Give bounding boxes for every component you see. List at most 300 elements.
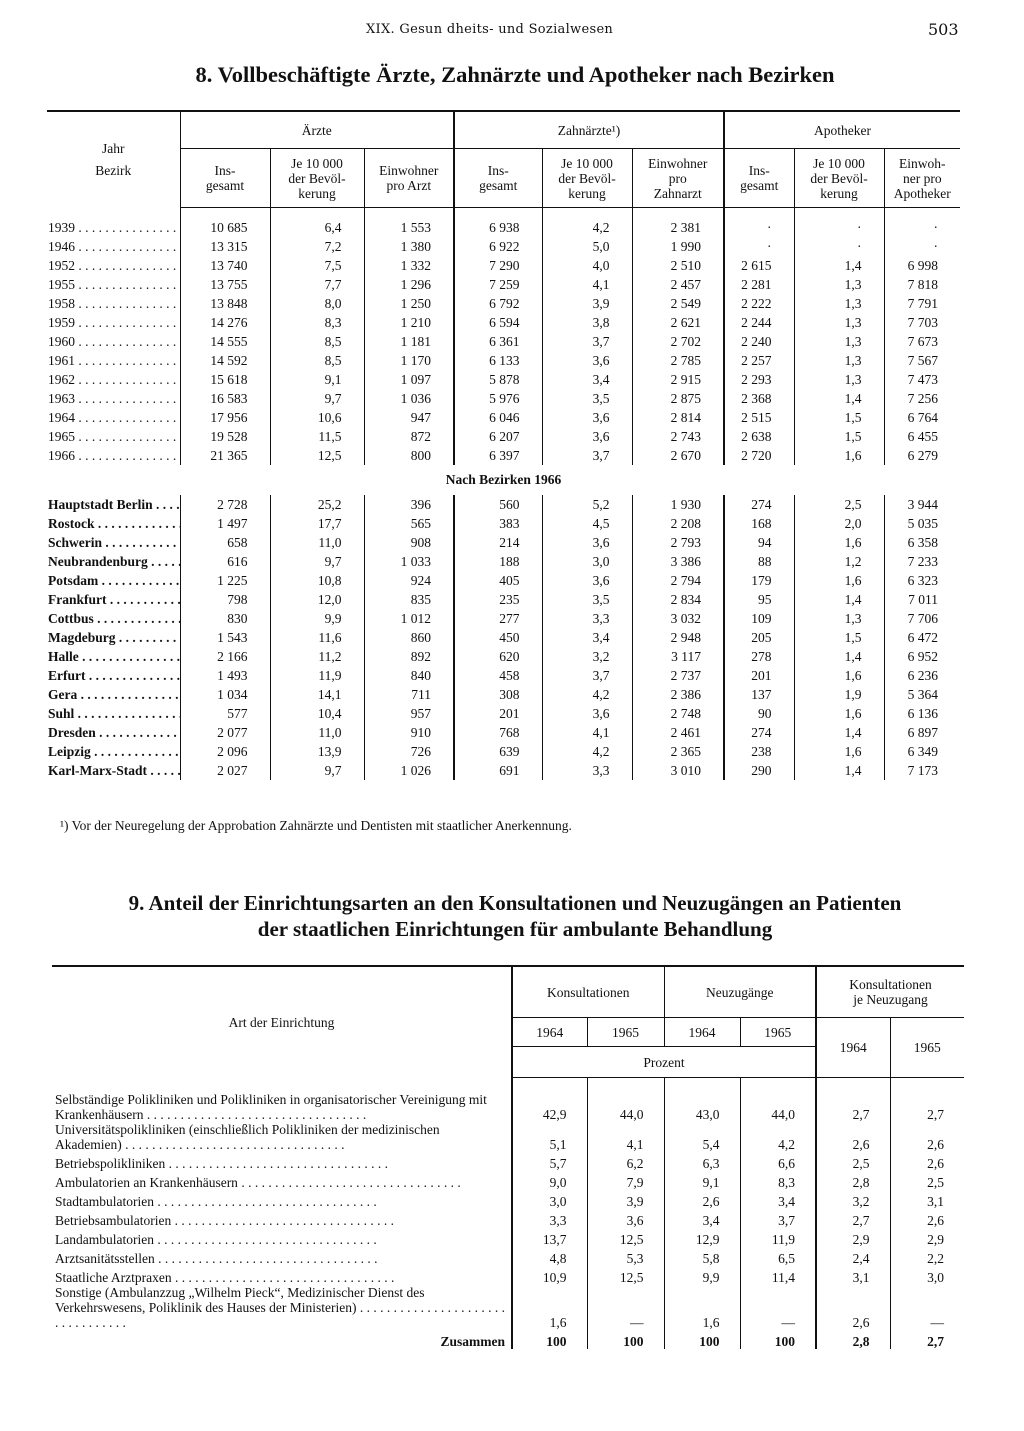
cell-value: 11,0	[270, 723, 364, 742]
district-row	[47, 590, 960, 609]
row-label	[47, 590, 180, 609]
cell-value: 910	[364, 723, 454, 742]
row-label	[47, 218, 180, 237]
cell-value: 6 136	[884, 704, 960, 723]
row-label	[52, 1266, 512, 1285]
cell-value: 44,0	[587, 1078, 664, 1122]
cell-value: 11,2	[270, 647, 364, 666]
cell-value: 9,7	[270, 552, 364, 571]
year-row	[47, 408, 960, 427]
cell-value: 957	[364, 704, 454, 723]
cell-value: 620	[454, 647, 542, 666]
row-label-text: Potsdam . . .	[48, 573, 180, 588]
cell-value: 9,1	[664, 1171, 740, 1190]
cell-value: 7 818	[884, 275, 960, 294]
cell-value: 6,5	[740, 1247, 816, 1266]
section-heading: Nach Bezirken 1966	[445, 472, 562, 487]
district-row	[47, 628, 960, 647]
cell-value: 2 834	[632, 590, 724, 609]
page-number: 503	[928, 20, 959, 39]
cell-value: 100	[587, 1330, 664, 1349]
cell-value: 3,3	[542, 761, 632, 780]
cell-value: 1,6	[794, 666, 884, 685]
cell-value: 3,0	[890, 1266, 964, 1285]
row-label-text: Ambulatorien an Krankenhäusern . . .	[55, 1175, 461, 1190]
row-label-text: Dresden . . .	[48, 725, 180, 740]
cell-value: 2 670	[632, 446, 724, 465]
cell-value: 840	[364, 666, 454, 685]
row-label-text: Leipzig . . .	[48, 744, 180, 759]
year-row	[47, 218, 960, 237]
row-label-text: Universitätspolikliniken (einschließlich Polikliniken der medizinischen Akademien) . . .	[55, 1122, 440, 1152]
stub-header-line2: Bezirk	[95, 162, 132, 178]
total-row	[52, 1330, 964, 1349]
cell-value: 6 938	[454, 218, 542, 237]
row-label-text: Betriebsambulatorien . . .	[55, 1213, 394, 1228]
cell-value: 383	[454, 514, 542, 533]
cell-value: 274	[724, 495, 794, 514]
cell-value: 14 555	[180, 332, 270, 351]
cell-value: 2,6	[664, 1190, 740, 1209]
cell-value: 2,9	[890, 1228, 964, 1247]
district-row	[47, 704, 960, 723]
row-label	[47, 370, 180, 389]
cell-value: 2 794	[632, 571, 724, 590]
row-label-text: Frankfurt . . .	[48, 592, 180, 607]
cell-value: 3,7	[740, 1209, 816, 1228]
row-label	[47, 533, 180, 552]
cell-value: 3,2	[542, 647, 632, 666]
year-row	[47, 332, 960, 351]
cell-value: 1 296	[364, 275, 454, 294]
district-row	[47, 533, 960, 552]
row-label	[47, 351, 180, 370]
facility-row	[52, 1247, 964, 1266]
cell-value: 11,0	[270, 533, 364, 552]
cell-value: 6 133	[454, 351, 542, 370]
cell-value: 1,6	[512, 1285, 587, 1330]
cell-value: 7 011	[884, 590, 960, 609]
cell-value: 2,5	[816, 1152, 890, 1171]
cell-value: 4,0	[542, 256, 632, 275]
cell-value: 1 493	[180, 666, 270, 685]
cell-value: 1 210	[364, 313, 454, 332]
cell-value: 2 702	[632, 332, 724, 351]
cell-value: 3,0	[542, 552, 632, 571]
year-row	[47, 427, 960, 446]
cell-value: 1,3	[794, 294, 884, 313]
cell-value: 658	[180, 533, 270, 552]
cell-value: 9,9	[664, 1266, 740, 1285]
cell-value: 2 915	[632, 370, 724, 389]
cell-value: 3,2	[816, 1190, 890, 1209]
cell-value: 2,7	[816, 1078, 890, 1122]
cell-value: 5,7	[512, 1152, 587, 1171]
col-header: Einwohner pro Arzt	[364, 149, 454, 208]
cell-value: 2 293	[724, 370, 794, 389]
cell-value: 188	[454, 552, 542, 571]
cell-value: 2,7	[816, 1209, 890, 1228]
cell-value: 3,5	[542, 590, 632, 609]
cell-value: —	[587, 1285, 664, 1330]
cell-value: 3,1	[890, 1190, 964, 1209]
cell-value: 235	[454, 590, 542, 609]
cell-value: 2,6	[816, 1285, 890, 1330]
cell-value: 6 323	[884, 571, 960, 590]
cell-value: 12,5	[587, 1266, 664, 1285]
year-row	[47, 351, 960, 370]
cell-value: 1 012	[364, 609, 454, 628]
cell-value: 908	[364, 533, 454, 552]
row-label-text: Neubrandenburg . . .	[48, 554, 180, 569]
cell-value: 2 244	[724, 313, 794, 332]
cell-value: 9,1	[270, 370, 364, 389]
row-label	[47, 571, 180, 590]
row-label-text: 1965 . . .	[48, 429, 180, 444]
cell-value: 5,1	[512, 1122, 587, 1152]
cell-value: 7 673	[884, 332, 960, 351]
cell-value: 1,4	[794, 723, 884, 742]
row-label	[47, 313, 180, 332]
row-label-text: 1939 . . .	[48, 220, 180, 235]
row-label-text: Magdeburg . . .	[48, 630, 180, 645]
cell-value: 308	[454, 685, 542, 704]
group-header-konsultationen: Konsultationen	[512, 966, 664, 1018]
row-label-text: 1966 . . .	[48, 448, 180, 463]
cell-value: 6 361	[454, 332, 542, 351]
cell-value: 6,4	[270, 218, 364, 237]
cell-value: 3 386	[632, 552, 724, 571]
cell-value: 2 737	[632, 666, 724, 685]
cell-value: 12,5	[587, 1228, 664, 1247]
facility-row	[52, 1078, 964, 1122]
table8-footnote: ¹) Vor der Neuregelung der Approbation Zahnärzte und Dentisten mit staatlicher Anerkennung.	[60, 818, 572, 833]
cell-value: 3,6	[542, 427, 632, 446]
cell-value: 1 250	[364, 294, 454, 313]
cell-value: 1,5	[794, 408, 884, 427]
cell-value: 7 173	[884, 761, 960, 780]
cell-value: 3,0	[512, 1190, 587, 1209]
cell-value: 3,4	[664, 1209, 740, 1228]
year-header: 1964	[816, 1018, 890, 1078]
row-label	[52, 1078, 512, 1122]
cell-value: 396	[364, 495, 454, 514]
cell-value: 798	[180, 590, 270, 609]
cell-value: 1,3	[794, 313, 884, 332]
cell-value: 560	[454, 495, 542, 514]
table9-title-line1: 9. Anteil der Einrichtungsarten an den Konsultationen und Neuzugängen an Patienten	[128, 891, 902, 915]
cell-value: 16 583	[180, 389, 270, 408]
group-header-aerzte: Ärzte	[180, 111, 454, 149]
cell-value: 2,9	[816, 1228, 890, 1247]
cell-value: 5,2	[542, 495, 632, 514]
cell-value: 3,4	[740, 1190, 816, 1209]
cell-value: ·	[884, 218, 960, 237]
facility-row	[52, 1152, 964, 1171]
row-label-text: Selbständige Polikliniken und Polikliniken in organisatorischer Vereinigung mit Krankenhäusern . . .	[55, 1092, 487, 1122]
cell-value: 3,8	[542, 313, 632, 332]
cell-value: 94	[724, 533, 794, 552]
cell-value: 2,5	[890, 1171, 964, 1190]
cell-value: 2 365	[632, 742, 724, 761]
cell-value: ·	[794, 218, 884, 237]
cell-value: 6 764	[884, 408, 960, 427]
cell-value: 9,7	[270, 389, 364, 408]
cell-value: 3,5	[542, 389, 632, 408]
row-label	[47, 666, 180, 685]
district-row	[47, 685, 960, 704]
cell-value: 2,7	[890, 1078, 964, 1122]
col-header: Ins- gesamt	[724, 149, 794, 208]
cell-value: 800	[364, 446, 454, 465]
year-row	[47, 446, 960, 465]
district-row	[47, 495, 960, 514]
cell-value: 450	[454, 628, 542, 647]
unit-header: Prozent	[512, 1047, 816, 1078]
cell-value: 3,1	[816, 1266, 890, 1285]
row-label	[52, 1247, 512, 1266]
col-header: Je 10 000 der Bevöl- kerung	[270, 149, 364, 208]
row-label-text: Hauptstadt Berlin . . .	[48, 497, 180, 512]
cell-value: 6,2	[587, 1152, 664, 1171]
cell-value: 1,3	[794, 332, 884, 351]
cell-value: 7 706	[884, 609, 960, 628]
cell-value: 109	[724, 609, 794, 628]
row-label-text: 1964 . . .	[48, 410, 180, 425]
cell-value: 2 728	[180, 495, 270, 514]
table8	[47, 110, 960, 780]
cell-value: 8,5	[270, 332, 364, 351]
cell-value: 6 046	[454, 408, 542, 427]
cell-value: 11,4	[740, 1266, 816, 1285]
cell-value: 4,1	[542, 275, 632, 294]
cell-value: 277	[454, 609, 542, 628]
cell-value: 3,6	[542, 351, 632, 370]
cell-value: 3,6	[542, 408, 632, 427]
cell-value: 100	[512, 1330, 587, 1349]
cell-value: 8,0	[270, 294, 364, 313]
cell-value: 7 233	[884, 552, 960, 571]
district-row	[47, 514, 960, 533]
cell-value: 7,9	[587, 1171, 664, 1190]
cell-value: 2,0	[794, 514, 884, 533]
cell-value: 2 027	[180, 761, 270, 780]
cell-value: 6 279	[884, 446, 960, 465]
cell-value: 5,0	[542, 237, 632, 256]
table9	[52, 965, 964, 1349]
facility-row	[52, 1209, 964, 1228]
cell-value: 2 748	[632, 704, 724, 723]
cell-value: 5 035	[884, 514, 960, 533]
stub-header-line1: Jahr	[102, 140, 125, 156]
cell-value: 3 117	[632, 647, 724, 666]
row-label-text: 1960 . . .	[48, 334, 180, 349]
cell-value: 179	[724, 571, 794, 590]
row-label	[47, 332, 180, 351]
row-label-text: 1963 . . .	[48, 391, 180, 406]
col-header: Einwohner pro Zahnarzt	[632, 149, 724, 208]
row-label-text: 1959 . . .	[48, 315, 180, 330]
cell-value: 6 397	[454, 446, 542, 465]
cell-value: 2 510	[632, 256, 724, 275]
facility-row	[52, 1171, 964, 1190]
row-label-text: Karl-Marx-Stadt . . .	[48, 763, 180, 778]
cell-value: 2 257	[724, 351, 794, 370]
cell-value: 6 358	[884, 533, 960, 552]
cell-value: 3,4	[542, 628, 632, 647]
cell-value: 6 998	[884, 256, 960, 275]
cell-value: 1,3	[794, 351, 884, 370]
row-label	[47, 647, 180, 666]
row-label	[47, 256, 180, 275]
cell-value: 2 096	[180, 742, 270, 761]
cell-value: 830	[180, 609, 270, 628]
cell-value: 3,9	[587, 1190, 664, 1209]
cell-value: 274	[724, 723, 794, 742]
cell-value: 8,3	[740, 1171, 816, 1190]
cell-value: 5,8	[664, 1247, 740, 1266]
cell-value: 1,4	[794, 256, 884, 275]
row-label-text: Sonstige (Ambulanzzug „Wilhelm Pieck“, Medizinischer Dienst des Verkehrswesens, Poliklinik des Hauses der Ministerien) . . .	[55, 1285, 505, 1330]
cell-value: 7 703	[884, 313, 960, 332]
cell-value: 13 315	[180, 237, 270, 256]
cell-value: 10,8	[270, 571, 364, 590]
cell-value: 7 290	[454, 256, 542, 275]
cell-value: 42,9	[512, 1078, 587, 1122]
cell-value: 711	[364, 685, 454, 704]
cell-value: 1 034	[180, 685, 270, 704]
col-header: Je 10 000 der Bevöl- kerung	[794, 149, 884, 208]
row-label	[52, 1228, 512, 1247]
row-label	[47, 761, 180, 780]
cell-value: 2 549	[632, 294, 724, 313]
cell-value: 6 349	[884, 742, 960, 761]
row-label-text: Cottbus . . .	[48, 611, 180, 626]
cell-value: 7 256	[884, 389, 960, 408]
cell-value: 3,4	[542, 370, 632, 389]
cell-value: 2 814	[632, 408, 724, 427]
row-label-text: Betriebspolikliniken . . .	[55, 1156, 388, 1171]
cell-value: 11,6	[270, 628, 364, 647]
cell-value: 1,3	[794, 275, 884, 294]
cell-value: 2,6	[890, 1152, 964, 1171]
cell-value: 3 032	[632, 609, 724, 628]
row-label	[52, 1285, 512, 1330]
cell-value: 7 791	[884, 294, 960, 313]
district-row	[47, 552, 960, 571]
cell-value: 4,2	[542, 218, 632, 237]
cell-value: 6 952	[884, 647, 960, 666]
row-label	[47, 514, 180, 533]
cell-value: 11,9	[740, 1228, 816, 1247]
cell-value: 205	[724, 628, 794, 647]
cell-value: 19 528	[180, 427, 270, 446]
cell-value: 5,4	[664, 1122, 740, 1152]
cell-value: 8,3	[270, 313, 364, 332]
cell-value: 214	[454, 533, 542, 552]
row-label-text: 1962 . . .	[48, 372, 180, 387]
cell-value: 13,9	[270, 742, 364, 761]
cell-value: 7 567	[884, 351, 960, 370]
running-head	[0, 22, 1024, 44]
row-label	[47, 446, 180, 465]
col-header: Je 10 000 der Bevöl- kerung	[542, 149, 632, 208]
row-label	[47, 237, 180, 256]
cell-value: 1,6	[794, 533, 884, 552]
row-label-text: 1955 . . .	[48, 277, 180, 292]
row-label-text: Landambulatorien . . .	[55, 1232, 377, 1247]
cell-value: 12,9	[664, 1228, 740, 1247]
row-label-text: Staatliche Arztpraxen . . .	[55, 1270, 394, 1285]
facility-row	[52, 1228, 964, 1247]
cell-value: 616	[180, 552, 270, 571]
row-label-text: Schwerin . . .	[48, 535, 180, 550]
cell-value: 9,7	[270, 761, 364, 780]
group-header-zahnaerzte: Zahnärzte¹)	[454, 111, 724, 149]
cell-value: 1,5	[794, 628, 884, 647]
cell-value: 7,5	[270, 256, 364, 275]
cell-value: 238	[724, 742, 794, 761]
cell-value: 4,5	[542, 514, 632, 533]
cell-value: 13,7	[512, 1228, 587, 1247]
row-label-text: Suhl . . .	[48, 706, 180, 721]
year-header: 1965	[587, 1018, 664, 1047]
cell-value: 691	[454, 761, 542, 780]
cell-value: 100	[664, 1330, 740, 1349]
cell-value: 2 621	[632, 313, 724, 332]
cell-value: 95	[724, 590, 794, 609]
cell-value: 1 930	[632, 495, 724, 514]
cell-value: 1 033	[364, 552, 454, 571]
cell-value: 2 743	[632, 427, 724, 446]
cell-value: 1 332	[364, 256, 454, 275]
row-label	[47, 685, 180, 704]
cell-value: 2 386	[632, 685, 724, 704]
cell-value: 1 225	[180, 571, 270, 590]
cell-value: 835	[364, 590, 454, 609]
cell-value: 639	[454, 742, 542, 761]
row-label-text: Zusammen	[440, 1333, 505, 1349]
year-row	[47, 256, 960, 275]
cell-value: 13 755	[180, 275, 270, 294]
row-label	[47, 552, 180, 571]
cell-value: 6 594	[454, 313, 542, 332]
facility-row	[52, 1190, 964, 1209]
row-label	[47, 742, 180, 761]
cell-value: 6 792	[454, 294, 542, 313]
year-header: 1964	[512, 1018, 587, 1047]
cell-value: 458	[454, 666, 542, 685]
cell-value: 2 720	[724, 446, 794, 465]
year-header: 1964	[664, 1018, 740, 1047]
cell-value: 17 956	[180, 408, 270, 427]
cell-value: 201	[454, 704, 542, 723]
cell-value: 278	[724, 647, 794, 666]
cell-value: 1 380	[364, 237, 454, 256]
cell-value: 7 473	[884, 370, 960, 389]
cell-value: 2 240	[724, 332, 794, 351]
cell-value: 3 010	[632, 761, 724, 780]
cell-value: 1 036	[364, 389, 454, 408]
cell-value: 6 472	[884, 628, 960, 647]
cell-value: 1,4	[794, 761, 884, 780]
table8-title: 8. Vollbeschäftigte Ärzte, Zahnärzte und Apotheker nach Bezirken	[195, 62, 835, 87]
cell-value: 565	[364, 514, 454, 533]
cell-value: 9,0	[512, 1171, 587, 1190]
year-header: 1965	[740, 1018, 816, 1047]
cell-value: 13 740	[180, 256, 270, 275]
cell-value: 3,3	[542, 609, 632, 628]
